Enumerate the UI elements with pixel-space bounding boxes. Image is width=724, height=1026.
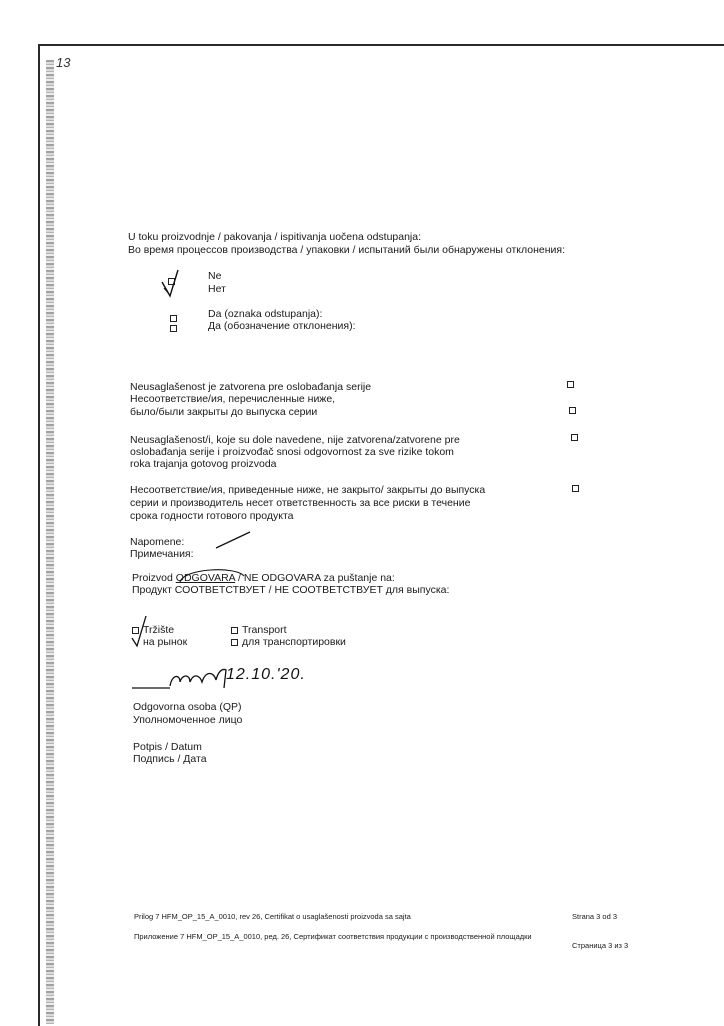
checkbox-nc-closed-sr[interactable] [567, 381, 574, 388]
nc-open-ru-1: Несоответствие/ия, приведенные ниже, не закрыто/ закрыты до выпуска [130, 484, 486, 496]
checkbox-nc-closed-ru[interactable] [569, 407, 576, 414]
page-number-handwritten: 13 [56, 55, 71, 70]
footer-page-ru: Страница 3 из 3 [572, 941, 629, 950]
remarks-label-ru: Примечания: [130, 548, 194, 560]
signature-date: 12.10.'20. [226, 666, 306, 683]
conformity-suffix: / NE ODGOVARA za puštanje na: [235, 572, 395, 584]
deviations-question-sr: U toku proizvodnje / pakovanja / ispitivanja uočena odstupanja: [128, 231, 422, 243]
checkbox-nc-open-sr[interactable] [571, 434, 578, 441]
transport-ru-row [231, 636, 346, 649]
checkbox-yes[interactable] [170, 315, 177, 322]
footer-line-sr: Prilog 7 HFM_OP_15_A_0010, rev 26, Certifikat o usaglašenosti proizvoda sa sajta [134, 912, 411, 921]
conformity-selected[interactable]: ODGOVARA [175, 572, 236, 584]
deviations-question-ru: Во время процессов производства / упаковки / испытаний были обнаружены отклонения: [128, 244, 565, 256]
checkbox-yes-ru[interactable] [170, 325, 177, 332]
remarks-label-sr: Napomene: [130, 536, 185, 548]
market-ru: на рынок [143, 636, 188, 648]
qp-ru: Уполномоченное лицо [133, 714, 243, 726]
remarks-dash-stroke [214, 528, 254, 552]
page-frame [38, 44, 724, 1026]
conformity-prefix: Proizvod [132, 572, 176, 584]
checkmark-no [158, 266, 188, 300]
option-no-ru: Нет [208, 283, 226, 295]
conformity-line-ru: Продукт СООТВЕТСТВУЕТ / НЕ СООТВЕТСТВУЕТ для выпуска: [132, 584, 450, 596]
footer-line-ru: Приложение 7 HFM_OP_15_A_0010, ред. 26, Сертификат соответствия продукции с производственной площадки [134, 932, 532, 941]
signature-scribble [130, 664, 240, 694]
transport-sr: Transport [242, 624, 287, 636]
option-yes-ru: Да (обозначение отклонения): [208, 320, 356, 332]
nc-closed-ru-1: Несоответствие/ия, перечисленные ниже, [130, 393, 336, 405]
sign-date-sr: Potpis / Datum [133, 741, 202, 753]
option-yes-sr: Da (oznaka odstupanja): [208, 308, 323, 320]
qp-sr: Odgovorna osoba (QP) [133, 701, 242, 713]
nc-open-ru-2: серии и производитель несет ответственность за все риски в течение [130, 497, 471, 509]
nc-open-sr-1: Neusaglašenost/i, koje su dole navedene, nije zatvorena/zatvorene pre [130, 434, 460, 446]
nc-closed-sr: Neusaglašenost je zatvorena pre oslobađanja serije [130, 381, 372, 393]
transport-ru: для транспортировки [242, 636, 346, 648]
nc-open-sr-2: oslobađanja serije i proizvođač snosi odgovornost za sve rizike tokom [130, 446, 454, 458]
checkbox-transport-ru[interactable] [231, 639, 238, 646]
footer-page-sr: Strana 3 od 3 [572, 912, 618, 921]
option-no-sr: Ne [208, 270, 222, 282]
nc-closed-ru-2: было/были закрыты до выпуска серии [130, 406, 318, 418]
market-ru-row [132, 636, 187, 649]
nc-open-sr-3: roka trajanja gotovog proizvoda [130, 458, 277, 470]
sign-date-ru: Подпись / Дата [133, 753, 207, 765]
checkbox-transport[interactable] [231, 627, 238, 634]
market-sr: Tržište [143, 624, 175, 636]
checkbox-nc-open-ru[interactable] [572, 485, 579, 492]
scan-edge [46, 60, 54, 1024]
nc-open-ru-3: срока годности готового продукта [130, 510, 294, 522]
checkbox-market-ru[interactable] [132, 639, 139, 646]
